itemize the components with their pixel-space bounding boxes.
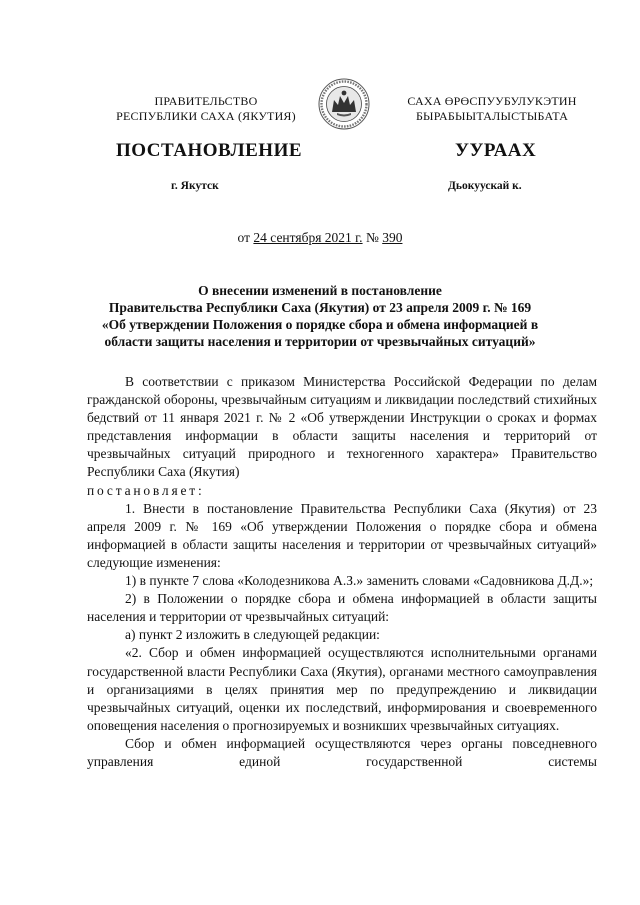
city-ru: г. Якутск: [171, 180, 219, 192]
decree-number: 390: [382, 230, 403, 245]
city-sakha: Дьокуускай к.: [448, 180, 522, 192]
government-name-ru-line2: РЕСПУБЛИКИ САХА (ЯКУТИЯ): [116, 109, 296, 123]
government-name-ru: [112, 94, 300, 124]
sakha-coat-of-arms-icon: [318, 78, 370, 130]
doc-type-ru: ПОСТАНОВЛЕНИЕ: [116, 140, 303, 161]
item-1-2-a: а) пункт 2 изложить в следующей редакции:: [125, 627, 380, 643]
government-name-sakha: [392, 94, 592, 124]
decree-title: [100, 282, 540, 350]
title-line1: О внесении изменений в постановление: [198, 283, 442, 298]
decree-word: постановляет:: [87, 482, 205, 498]
government-name-sakha-line2: БЫРАБЫЫТАЛЫСТЫБАТА: [415, 109, 569, 123]
item-1: 1. Внести в постановление Правительства Республики Саха (Якутия) от 23 апреля 2009 г. № 169 «Об утверждении Положения о порядке сбора и обмена информацией в области защиты населения и территории от чрезвычайных ситуаций» следующие изменения:: [87, 500, 597, 570]
title-line3: «Об утверждении Положения о порядке сбора и обмена информацией в: [101, 317, 539, 332]
doc-type-sakha: УУРААХ: [455, 140, 537, 161]
date-prefix: от: [237, 230, 251, 245]
item-1-2: 2) в Положении о порядке сбора и обмена информацией в области защиты населения и территории от чрезвычайных ситуаций:: [87, 591, 597, 625]
preamble-paragraph: В соответствии с приказом Министерства Российской Федерации по делам гражданской обороны, чрезвычайным ситуациям и ликвидации последствий стихийных бедствий от 11 января 2021 г. № 2 «Об утверждении Инструкции о сроках и формах представления информации в области защиты населения и территорий от чрезвычайных ситуаций природного и техногенного характера» Правительство Республики Саха (Якутия): [87, 374, 597, 480]
title-line4: области защиты населения и территории от чрезвычайных ситуаций»: [104, 334, 536, 349]
decree-body: [87, 373, 597, 771]
government-name-sakha-line1: САХА ӨРӨСПУУБУЛУКЭТИН: [407, 94, 577, 108]
quote-paragraph-2: Сбор и обмен информацией осуществляются через органы повседневного управления единой государственной системы: [87, 735, 597, 769]
government-name-ru-line1: ПРАВИТЕЛЬСТВО: [154, 94, 258, 108]
quote-paragraph-1: «2. Сбор и обмен информацией осуществляются исполнительными органами государственной власти Республики Саха (Якутия), органами местного самоуправления и организациями в целях принятия мер по предупреждению и ликвидации чрезвычайных ситуаций, оценки их последствий, информирования и своевременного оповещения населения о прогнозируемых и возникших чрезвычайных ситуациях.: [87, 645, 597, 733]
item-1-1: 1) в пункте 7 слова «Колодезникова А.З.» заменить словами «Садовникова Д.Д.»;: [125, 573, 594, 589]
title-line2: Правительства Республики Саха (Якутия) от 23 апреля 2009 г. № 169: [108, 300, 532, 315]
decree-word-line: [87, 482, 597, 500]
decree-date: 24 сентября 2021 г.: [253, 230, 363, 245]
date-number-line: [0, 230, 640, 246]
number-sign: №: [365, 230, 379, 245]
